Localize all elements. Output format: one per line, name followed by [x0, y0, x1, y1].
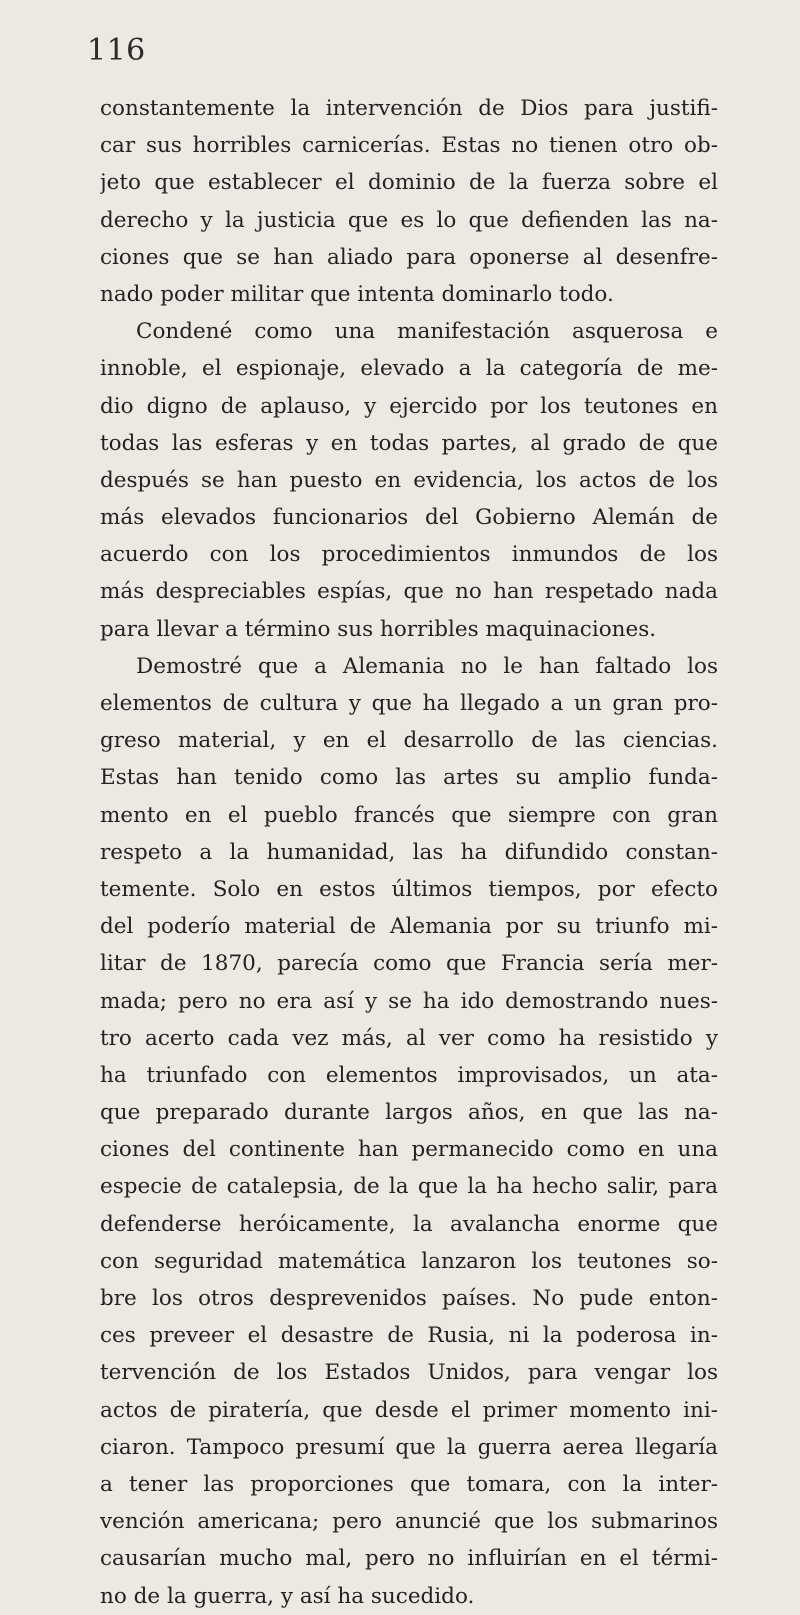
text-line: litar de 1870, parecía como que Francia sería mer- [100, 951, 718, 977]
text-line: ha triunfado con elementos improvisados, un ata- [100, 1062, 718, 1088]
text-line: innoble, el espionaje, elevado a la categoría de me- [100, 356, 718, 382]
text-line: tervención de los Estados Unidos, para vengar los [100, 1360, 718, 1386]
body-text [100, 90, 718, 1615]
text-line: ciones que se han aliado para oponerse al desenfre- [100, 244, 718, 270]
text-line: actos de piratería, que desde el primer momento ini- [100, 1397, 718, 1423]
text-line: derecho y la justicia que es lo que defienden las na- [100, 207, 718, 233]
text-line: respeto a la humanidad, las ha difundido constan- [100, 839, 718, 865]
text-line: después se han puesto en evidencia, los actos de los [100, 467, 718, 493]
text-line: greso material, y en el desarrollo de las ciencias. [100, 728, 718, 754]
text-line: bre los otros desprevenidos países. No pude enton- [100, 1286, 718, 1311]
text-line: acuerdo con los procedimientos inmundos de los [100, 542, 718, 568]
paragraph-start-line: Demostré que a Alemania no le han faltado los [136, 653, 718, 679]
text-line: para llevar a término sus horribles maquinaciones. [100, 616, 657, 642]
text-line: mento en el pueblo francés que siempre con gran [100, 802, 718, 828]
text-line: causarían mucho mal, pero no influirían en el térmi- [100, 1546, 718, 1572]
text-line: ciaron. Tampoco presumí que la guerra aerea llegaría [100, 1434, 718, 1460]
page-number: 116 [87, 33, 146, 68]
text-line: nado poder militar que intenta dominarlo todo. [100, 281, 614, 307]
text-line: más elevados funcionarios del Gobierno Alemán de [100, 505, 718, 531]
text-line: temente. Solo en estos últimos tiempos, por efecto [100, 876, 718, 902]
text-line: mada; pero no era así y se ha ido demostrando nues- [100, 988, 718, 1014]
text-line: más despreciables espías, que no han respetado nada [100, 579, 718, 605]
text-line: del poderío material de Alemania por su triunfo mi- [100, 914, 718, 940]
text-line: elementos de cultura y que ha llegado a un gran pro- [100, 691, 718, 716]
text-line: car sus horribles carnicerías. Estas no tienen otro ob- [100, 133, 718, 159]
text-line: especie de catalepsia, de la que la ha hecho salir, para [100, 1174, 718, 1200]
text-line: defenderse heróicamente, la avalancha enorme que [100, 1211, 718, 1237]
text-line: con seguridad matemática lanzaron los teutones so- [100, 1248, 718, 1274]
text-line: jeto que establecer el dominio de la fuerza sobre el [100, 170, 718, 196]
text-line: dio digno de aplauso, y ejercido por los teutones en [100, 393, 718, 419]
text-line: vención americana; pero anuncié que los submarinos [100, 1509, 718, 1535]
text-line: constantemente la intervención de Dios para justifi- [100, 96, 718, 121]
text-line: no de la guerra, y así ha sucedido. [100, 1583, 475, 1609]
text-line: que preparado durante largos años, en que las na- [100, 1100, 718, 1126]
text-line: ces preveer el desastre de Rusia, ni la poderosa in- [100, 1323, 718, 1349]
text-line: ciones del continente han permanecido como en una [100, 1137, 718, 1163]
text-line: Estas han tenido como las artes su amplio funda- [100, 765, 718, 791]
text-line: a tener las proporciones que tomara, con la inter- [100, 1471, 718, 1497]
text-line: tro acerto cada vez más, al ver como ha resistido y [100, 1025, 718, 1051]
paragraph-start-line: Condené como una manifestación asquerosa e [136, 319, 718, 345]
text-line: todas las esferas y en todas partes, al grado de que [100, 430, 718, 456]
